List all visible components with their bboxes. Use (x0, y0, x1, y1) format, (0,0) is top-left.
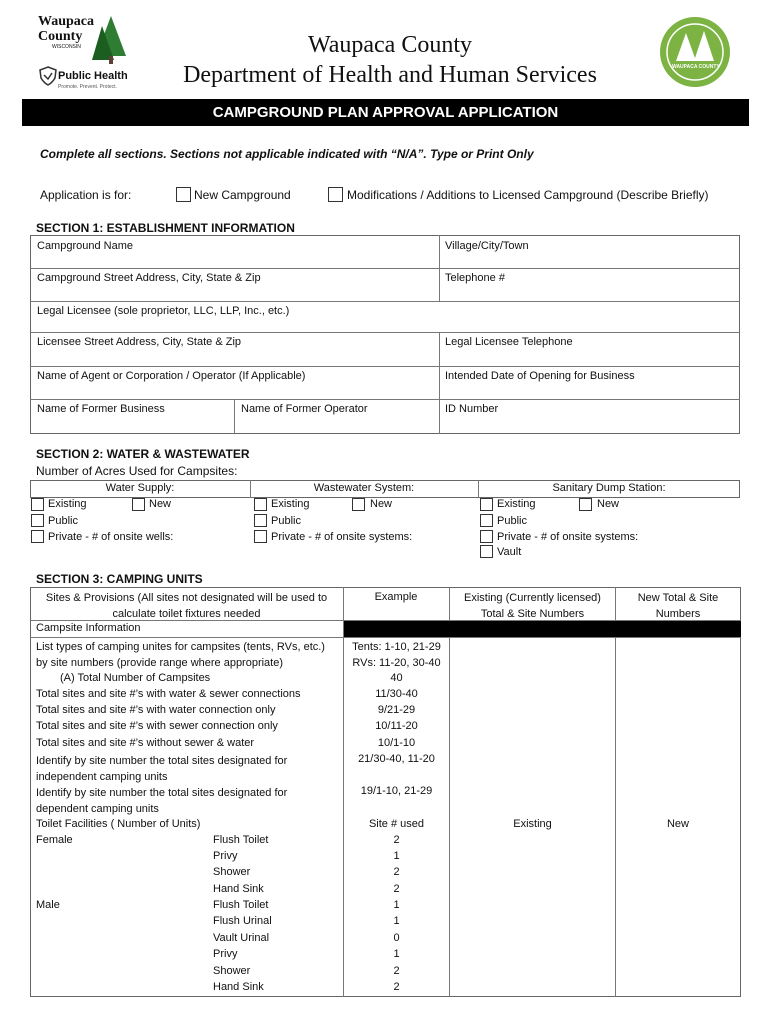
tree-icon (92, 16, 130, 64)
logo-county-name: Waupaca County (38, 14, 95, 44)
water-existing-checkbox[interactable] (31, 498, 44, 511)
dump-private-checkbox[interactable] (480, 530, 493, 543)
waste-existing-label: Existing (271, 498, 310, 510)
opening-date-field[interactable]: Intended Date of Opening for Business (445, 370, 635, 382)
county-logo (34, 14, 130, 94)
row-no-sewer-label: Total sites and site #’s without sewer & water (36, 737, 255, 749)
row-dependent-label: Identify by site number the total sites designated for dependent camping units (36, 787, 288, 815)
water-public-label: Public (48, 515, 78, 527)
waste-private-label: Private - # of onsite systems: (271, 531, 413, 543)
row-sewer-only-example: 10/11-20 (375, 720, 418, 732)
female-hand-sink: Hand Sink (213, 883, 264, 895)
logo-state: WISCONSIN (52, 44, 81, 50)
male-flush-urinal: Flush Urinal (213, 915, 272, 927)
waste-private-checkbox[interactable] (254, 530, 267, 543)
dump-public-label: Public (497, 515, 527, 527)
dump-new-checkbox[interactable] (579, 498, 592, 511)
row-unit-types-label: List types of camping unites for campsites (tents, RVs, etc.) by site numbers (provide range where appropriate) (36, 641, 325, 669)
page-title-line1: Waupaca County (307, 32, 472, 58)
male-hand-sink: Hand Sink (213, 981, 264, 993)
female-shower-value: 2 (393, 866, 400, 878)
new-campground-checkbox[interactable] (176, 187, 191, 202)
col-sites-head: Sites & Provisions (All sites not designated will be used to calculate toilet fixtures needed (45, 592, 328, 620)
dump-new-label: New (597, 498, 620, 510)
water-private-label: Private - # of onsite wells: (48, 531, 174, 543)
logo-tagline: Promote. Prevent. Protect. (58, 84, 117, 90)
legal-licensee-field[interactable]: Legal Licensee (sole proprietor, LLC, LLP, Inc., etc.) (37, 305, 290, 317)
water-existing-label: Existing (48, 498, 87, 510)
female-hand-sink-value: 2 (393, 883, 400, 895)
waste-existing-checkbox[interactable] (254, 498, 267, 511)
male-flush-toilet: Flush Toilet (213, 899, 269, 911)
male-shower: Shower (213, 965, 251, 977)
modifications-checkbox[interactable] (328, 187, 343, 202)
telephone-field[interactable]: Telephone # (445, 272, 505, 284)
dump-private-label: Private - # of onsite systems: (497, 531, 639, 543)
modifications-label: Modifications / Additions to Licensed Campground (Describe Briefly) (347, 188, 709, 202)
row-water-sewer-label: Total sites and site #’s with water & sewer connections (36, 688, 301, 700)
dump-vault-checkbox[interactable] (480, 545, 493, 558)
licensee-phone-field[interactable]: Legal Licensee Telephone (445, 336, 573, 348)
col-example-head: Example (374, 591, 418, 603)
row-total-campsites-label: (A) Total Number of Campsites (60, 672, 211, 684)
logo-public-health: Public Health (58, 70, 128, 82)
campground-name-field[interactable]: Campground Name (37, 240, 133, 252)
female-privy-value: 1 (393, 850, 400, 862)
seal-text: WAUPACA COUNTY (672, 64, 720, 70)
street-address-field[interactable]: Campground Street Address, City, State & Zip (37, 272, 261, 284)
dump-public-checkbox[interactable] (480, 514, 493, 527)
village-field[interactable]: Village/City/Town (445, 240, 529, 252)
male-hand-sink-value: 2 (393, 981, 400, 993)
section3-title: SECTION 3: CAMPING UNITS (36, 572, 203, 586)
row-independent-example: 21/30-40, 11-20 (358, 753, 435, 765)
row-water-only-label: Total sites and site #’s with water connection only (36, 704, 276, 716)
water-public-checkbox[interactable] (31, 514, 44, 527)
male-privy: Privy (213, 948, 238, 960)
row-water-sewer-example: 11/30-40 (375, 688, 418, 700)
toilet-new-head: New (666, 818, 689, 830)
former-business-field[interactable]: Name of Former Business (37, 403, 165, 415)
section1-title: SECTION 1: ESTABLISHMENT INFORMATION (36, 221, 295, 235)
dump-existing-checkbox[interactable] (480, 498, 493, 511)
water-new-checkbox[interactable] (132, 498, 145, 511)
former-operator-field[interactable]: Name of Former Operator (241, 403, 368, 415)
waste-public-checkbox[interactable] (254, 514, 267, 527)
new-campground-label: New Campground (194, 188, 291, 202)
dump-existing-label: Existing (497, 498, 536, 510)
water-new-label: New (149, 498, 172, 510)
campsite-info-label: Campsite Information (36, 622, 141, 634)
agent-field[interactable]: Name of Agent or Corporation / Operator (If Applicable) (37, 370, 306, 382)
male-flush-toilet-value: 1 (393, 899, 400, 911)
row-total-campsites-example: 40 (390, 672, 403, 684)
col-existing-head: Existing (Currently licensed) Total & Site Numbers (464, 592, 601, 620)
row-no-sewer-example: 10/1-10 (377, 737, 416, 749)
row-independent-label: Identify by site number the total sites designated for independent camping units (36, 755, 288, 783)
section2-title: SECTION 2: WATER & WASTEWATER (36, 447, 250, 461)
form-title-bar: CAMPGROUND PLAN APPROVAL APPLICATION (22, 99, 749, 126)
row-dependent-example: 19/1-10, 21-29 (360, 785, 433, 797)
site-used-head: Site # used (368, 818, 425, 830)
dump-vault-label: Vault (497, 546, 522, 558)
toilet-existing-head: Existing (513, 818, 552, 830)
waste-public-label: Public (271, 515, 301, 527)
col-new-head: New Total & Site Numbers (637, 592, 719, 620)
female-flush-toilet-value: 2 (393, 834, 400, 846)
male-vault-urinal-value: 0 (393, 932, 400, 944)
wastewater-head: Wastewater System: (313, 482, 415, 494)
row-water-only-example: 9/21-29 (377, 704, 416, 716)
dump-station-head: Sanitary Dump Station: (552, 482, 666, 494)
page-title-line2: Department of Health and Human Services (183, 62, 597, 88)
water-private-checkbox[interactable] (31, 530, 44, 543)
id-number-field[interactable]: ID Number (445, 403, 499, 415)
seal-icon (658, 15, 732, 89)
female-shower: Shower (213, 866, 251, 878)
female-privy: Privy (213, 850, 238, 862)
female-flush-toilet: Flush Toilet (213, 834, 269, 846)
male-privy-value: 1 (393, 948, 400, 960)
waste-new-label: New (370, 498, 393, 510)
application-for-label: Application is for: (40, 188, 132, 202)
male-shower-value: 2 (393, 965, 400, 977)
water-supply-head: Water Supply: (105, 482, 175, 494)
toilet-facilities-head: Toilet Facilities ( Number of Units) (36, 818, 201, 830)
licensee-address-field[interactable]: Licensee Street Address, City, State & Zip (37, 336, 242, 348)
shield-icon (38, 66, 58, 86)
row-unit-types-example: Tents: 1-10, 21-29 RVs: 11-20, 30-40 (352, 641, 441, 669)
waste-new-checkbox[interactable] (352, 498, 365, 511)
instructions: Complete all sections. Sections not applicable indicated with “N/A”. Type or Print Only (40, 147, 534, 161)
county-seal (658, 15, 732, 89)
male-flush-urinal-value: 1 (393, 915, 400, 927)
male-vault-urinal: Vault Urinal (213, 932, 270, 944)
female-label: Female (36, 834, 73, 846)
acres-label[interactable]: Number of Acres Used for Campsites: (36, 464, 238, 478)
campsite-info-fill (344, 621, 741, 637)
male-label: Male (36, 899, 60, 911)
row-sewer-only-label: Total sites and site #’s with sewer connection only (36, 720, 278, 732)
